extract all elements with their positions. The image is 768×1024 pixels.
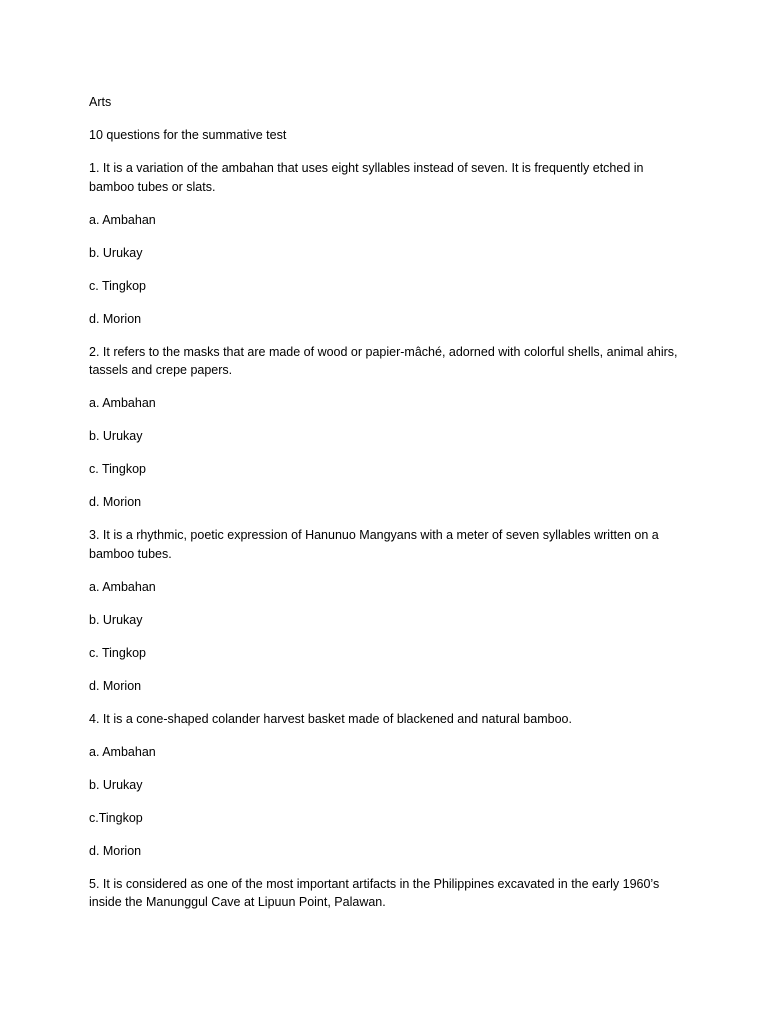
- question-3-option-b: b. Urukay: [89, 612, 143, 627]
- question-4-option-b: b. Urukay: [89, 777, 143, 792]
- question-2: [89, 343, 679, 512]
- question-2-text: 2. It refers to the masks that are made of wood or papier-mâché, adorned with colorful shells, animal ahirs, tassels and crepe papers.: [89, 344, 678, 377]
- question-3-option-d: d. Morion: [89, 678, 142, 693]
- question-4-text: 4. It is a cone-shaped colander harvest basket made of blackened and natural bamboo.: [89, 711, 572, 726]
- question-4: [89, 710, 679, 861]
- document-body: [89, 93, 679, 926]
- question-4-option-a: a. Ambahan: [89, 744, 156, 759]
- question-3: [89, 526, 679, 695]
- question-4-option-c: c.Tingkop: [89, 810, 143, 825]
- question-5-text: 5. It is considered as one of the most important artifacts in the Philippines excavated in the early 1960’s inside the Manunggul Cave at Lipuun Point, Palawan.: [89, 876, 660, 909]
- question-5: [89, 875, 679, 912]
- question-2-option-b: b. Urukay: [89, 429, 143, 443]
- question-3-option-c: c. Tingkop: [89, 645, 146, 660]
- question-1-option-b: b. Urukay: [89, 245, 143, 260]
- question-2-option-a: a. Ambahan: [89, 396, 156, 410]
- question-1: [89, 159, 679, 328]
- question-1-option-d: d. Morion: [89, 311, 142, 326]
- question-3-text: 3. It is a rhythmic, poetic expression of Hanunuo Mangyans with a meter of seven syllables written on a bamboo tubes.: [89, 528, 659, 561]
- question-2-option-d: d. Morion: [89, 495, 142, 509]
- question-2-option-c: c. Tingkop: [89, 462, 146, 476]
- question-1-text: 1. It is a variation of the ambahan that uses eight syllables instead of seven. It is frequently etched in bamboo tubes or slats.: [89, 161, 644, 194]
- question-1-option-a: a. Ambahan: [89, 212, 156, 227]
- test-subtitle: 10 questions for the summative test: [89, 128, 287, 142]
- question-4-option-d: d. Morion: [89, 843, 142, 858]
- question-3-option-a: a. Ambahan: [89, 579, 156, 594]
- subject-heading: Arts: [89, 95, 112, 109]
- question-1-option-c: c. Tingkop: [89, 278, 146, 293]
